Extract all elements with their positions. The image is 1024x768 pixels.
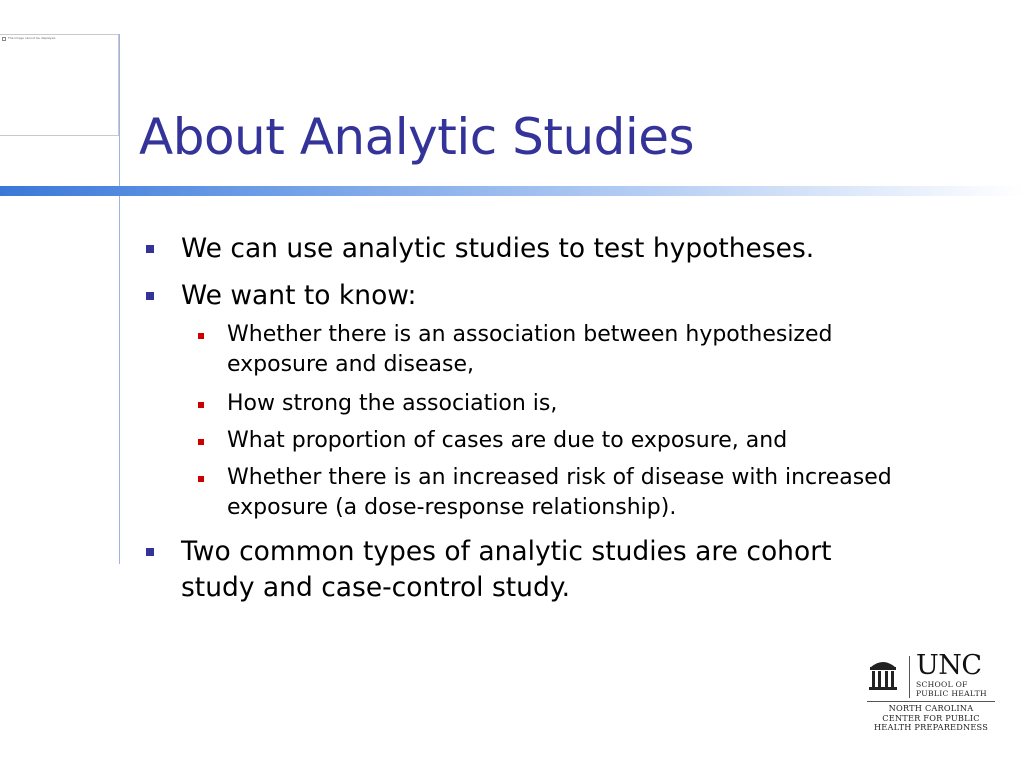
old-well-icon	[868, 658, 898, 692]
sub-bullet-item	[227, 320, 832, 380]
square-bullet-icon	[198, 439, 204, 445]
bullet-text-line: How strong the association is,	[227, 391, 558, 416]
square-bullet-icon	[146, 548, 154, 556]
sub-bullet-item	[227, 426, 787, 456]
square-bullet-icon	[146, 292, 154, 300]
title-underline-gradient	[0, 186, 1024, 196]
bullet-text-line: study and case-control study.	[181, 572, 571, 603]
bullet-text-line: Whether there is an increased risk of disease with increased	[227, 465, 892, 490]
bullet-item	[181, 278, 416, 314]
square-bullet-icon	[198, 333, 204, 339]
bullet-text-line: exposure (a dose-response relationship).	[227, 495, 677, 520]
square-bullet-icon	[198, 402, 204, 408]
bullet-item	[181, 231, 814, 267]
broken-image-icon	[2, 37, 6, 41]
sub-bullet-item	[227, 389, 557, 419]
bullet-text-line: Two common types of analytic studies are cohort	[181, 536, 832, 567]
bullet-text-line: What proportion of cases are due to exposure, and	[227, 428, 788, 453]
slide-title: About Analytic Studies	[139, 108, 695, 166]
vertical-divider	[119, 34, 120, 564]
logo-divider	[909, 656, 910, 698]
square-bullet-icon	[146, 245, 154, 253]
square-bullet-icon	[198, 476, 204, 482]
bullet-text-line: We can use analytic studies to test hypotheses.	[181, 233, 815, 264]
logo-rule	[867, 701, 995, 702]
image-placeholder	[0, 34, 119, 136]
image-placeholder-caption: The image cannot be displayed.	[8, 36, 57, 40]
logo-unc-wordmark: UNC	[916, 650, 982, 681]
logo-school-name: SCHOOL OF PUBLIC HEALTH	[916, 680, 987, 698]
bullet-text-line: exposure and disease,	[227, 352, 475, 377]
bullet-item	[181, 534, 831, 606]
logo-center-name: NORTH CAROLINA CENTER FOR PUBLIC HEALTH PREPAREDNESS	[873, 703, 989, 733]
bullet-text-line: Whether there is an association between hypothesized	[227, 322, 833, 347]
bullet-text-line: We want to know:	[181, 280, 417, 311]
sub-bullet-item	[227, 463, 892, 523]
unc-sph-logo	[862, 650, 1002, 736]
